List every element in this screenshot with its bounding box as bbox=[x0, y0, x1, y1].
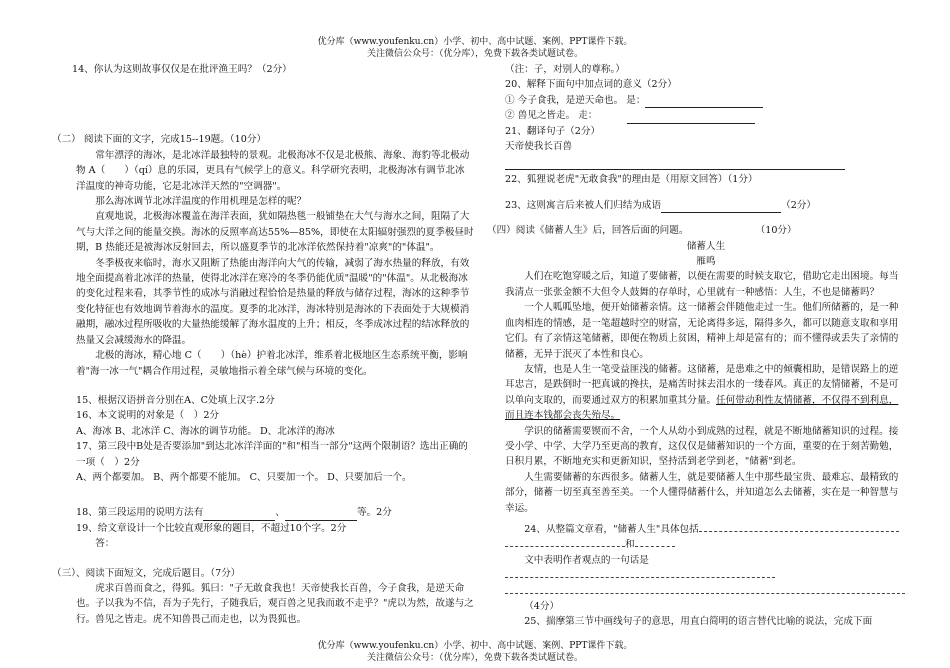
fable-text: 虎求百兽而食之，得狐。狐曰："子无敢食我也！天帝使我长百兽，今子食我，是逆天命也。子以我为不信，吾为子先行，子随我后，观百兽之见我而敢不走乎？"虎以为然，故遂与之行。兽见之皆走。虎不知兽畏己而走也，以为畏狐也。 bbox=[76, 582, 474, 625]
essay-paragraph-3 bbox=[505, 362, 907, 424]
left-column bbox=[52, 62, 474, 627]
answer-blank[interactable] bbox=[505, 593, 905, 594]
question-23-text: 23、这则寓言后来被人们归结为成语 bbox=[505, 199, 662, 211]
question-14: 14、你认为这则故事仅仅是在批评渔王吗？（2分） bbox=[72, 64, 292, 75]
essay-paragraph-4: 学识的储蓄需要锲而不舍，一个人从幼小到成熟的过程，就是不断地储蓄知识的过程。接受小学、中学、大学乃至更高的教育，这仅仅是储蓄知识的一个方面，重要的在于刻苦勤勉，日积月累，不断地充实和更新知识，坚持活到老学到老，"储蓄"到老。 bbox=[505, 425, 899, 468]
question-18-text: 18、第三段运用的说明方法有 bbox=[76, 507, 204, 519]
question-24-line-2-text: 文中表明作者观点的一句话是 bbox=[524, 554, 649, 566]
note: （注：子，对别人的尊称。） bbox=[505, 64, 625, 75]
question-18-separator: 、 bbox=[275, 507, 285, 519]
answer-blank[interactable] bbox=[699, 531, 899, 532]
question-24-line-2 bbox=[505, 553, 907, 584]
footer-line-1: 优分库（www.youfenku.cn）小学、初中、高中试题、案例、PPT课件下载。 bbox=[317, 641, 633, 651]
essay-title: 储蓄人生 bbox=[686, 240, 726, 252]
question-19-answer: 答： bbox=[95, 538, 115, 550]
essay-paragraph-3-text: 友情，也是人生一笔受益匪浅的储蓄。这储蓄，是患难之中的倾囊相助，是错误路上的逆耳忠言，是跌倒时一把真诚的搀扶，是痛苦时抹去泪水的一缕春风。真正的友情储蓄，不是可以单向支取的，而要通过双方的积累加重其分量。 bbox=[505, 363, 899, 406]
essay-author: 雁鸣 bbox=[696, 256, 716, 268]
essay-paragraph-1: 人们在吃饱穿暖之后，知道了要储蓄，以便在需要的时候支取它，借助它走出困境。每当我清点一张张金额不大但令人鼓舞的存单时，心里就有一种感悟：人生，不也是储蓄吗？ bbox=[505, 271, 899, 298]
question-23-score: （2分） bbox=[781, 199, 817, 211]
question-19: 19、给文章设计一个比较直观形象的题目，不超过10个字。2分 bbox=[76, 522, 347, 534]
footer-line-2: 关注微信公众号：（优分库），免费下载各类试题试卷。 bbox=[366, 653, 583, 663]
question-22: 22、狐狸说老虎"无敢食我"的理由是（用原文回答）（1分） bbox=[505, 174, 758, 186]
passage-paragraph-5: 北极的海冰，精心地 C（ ）（hè）护着北冰洋，维系着北极地区生态系统平衡，影响着"海一冰一气"耦合作用过程，灵敏地指示着全球气候与环境的变化。 bbox=[76, 350, 468, 377]
header-line-1: 优分库（www.youfenku.cn）小学、初中、高中试题、案例、PPT课件下载。 bbox=[317, 37, 633, 47]
section-2-title: （二） 阅读下面的文字，完成15--19题。（10分） bbox=[52, 134, 267, 146]
question-18 bbox=[76, 505, 474, 520]
question-24-and: 和 bbox=[625, 539, 635, 551]
header-line-2: 关注微信公众号：（优分库），免费下载各类试题试卷。 bbox=[366, 49, 583, 59]
answer-blank[interactable] bbox=[635, 546, 675, 547]
answer-blank[interactable] bbox=[661, 212, 781, 213]
question-24-line-3 bbox=[505, 584, 907, 599]
question-20-item-2 bbox=[505, 108, 907, 123]
question-17-options: A、两个都要加。 B、两个都要不能加。 C、只要加一个。 D、只要加后一个。 bbox=[76, 471, 412, 483]
question-17: 17、第三段中B处是否要添加"到达北冰洋洋面的"和"相当一部分"这两个限制语？选出正确的一项（ ）2分 bbox=[76, 441, 468, 468]
right-column bbox=[487, 62, 907, 630]
question-20-item-2-text: ② 兽见之皆走。 走： bbox=[505, 110, 598, 122]
question-20: 20、解释下面句中加点词的意义（2分） bbox=[505, 79, 677, 91]
question-18-end: 等。2分 bbox=[356, 507, 392, 519]
question-16-options: A、海冰 B、北冰洋 C、海冰的调节功能。 D、北冰洋的海冰 bbox=[76, 425, 335, 437]
question-20-item-1-text: ① 今子食我，是逆天命也。 是： bbox=[505, 94, 646, 106]
essay-paragraph-5: 人生需要储蓄的东西很多。储蓄人生，就是要储蓄人生中那些最宝贵、最难忘、最精致的部分，储蓄一切至真至善至美。一个人懂得储蓄什么，并知道怎么去储蓄，实在是一种智慧与幸运。 bbox=[505, 471, 899, 514]
answer-blank[interactable] bbox=[505, 577, 775, 578]
passage-paragraph-1: 常年漂浮的海冰，是北冰洋最独特的景观。北极海冰不仅是北极熊、海象、海豹等北极动物 A（ ）（qí）息的乐园，更具有气候学上的意义。科学研究表明，北极海冰有调节北冰洋温度的神奇功能，它是北冰洋天然的"空调器"。 bbox=[76, 149, 470, 192]
question-24-text: 24、从整篇文章看，"储蓄人生"具体包括 bbox=[524, 523, 699, 535]
question-25: 25、揣摩第三节中画线句子的意思，用直白简明的语言替代比喻的说法，完成下面 bbox=[524, 616, 873, 628]
underlined-sentence: 任何带动利性友情储蓄，不仅得不到利息，而且连本钱都会丧失殆尽。 bbox=[505, 394, 899, 422]
question-15: 15、根据汉语拼音分别在A、C处填上汉字.2分 bbox=[76, 394, 275, 406]
passage-paragraph-4: 冬季极夜来临时，海水又阻断了热能由海洋向大气的传输，减弱了海水热量的释放，有效地全面提高着北冰洋的热量，使得北冰洋在寒冷的冬季仍能优质"温暖"的"体温"。从北极海冰的变化过程来看，其季节性的成冰与消融过程恰恰是热量的释放与储存过程，海冰的这种季节变化特征也有效地调节着海水的温度。夏季的北冰洋，海冰特别是海冰的下表面处于大规模消融期，融冰过程所吸收的大量热能缓解了海水温度的上升；相反，冬季成冰过程的结冰释放的热量又会减缓海水的降温。 bbox=[76, 257, 470, 346]
question-23 bbox=[505, 198, 907, 213]
question-21: 21、翻译句子（2分） bbox=[505, 125, 601, 137]
section-4-title: （四）阅读《储蓄人生》后，回答后面的问题。 （10分） bbox=[487, 225, 797, 237]
question-21-sentence: 天帝使我长百兽 bbox=[505, 141, 573, 153]
answer-blank[interactable] bbox=[627, 123, 755, 124]
essay-paragraph-2: 一个人呱呱坠地，便开始储蓄亲情。这一储蓄会伴随他走过一生。他们所储蓄的，是一种血肉相连的情感，是一笔超越时空的财富，无论离得多远，隔得多久，都可以随意支取和享用它们。有了亲情这笔储蓄，即便在物质上贫困，精神上却是富有的；而不懂得或丢失了亲情的储蓄，无异于泯灭了本性和良心。 bbox=[505, 302, 899, 360]
section-3-title: （三）、阅读下面短文，完成后题目。（7分） bbox=[52, 567, 241, 579]
page-footer bbox=[0, 640, 950, 664]
question-24-cont bbox=[505, 537, 907, 552]
passage-paragraph-3: 直观地说，北极海冰覆盖在海洋表面，犹如隔热毯一般铺垫在大气与海水之间，阻隔了大气与大洋之间的能量交换。海冰的反照率高达55%—85%，即使在太阳辐射强烈的夏季极昼时期，B 热能还是被海冰反射回去，所以盛夏季节的北冰洋依然保持着"凉爽"的"体温"。 bbox=[76, 211, 474, 254]
question-24 bbox=[505, 522, 907, 537]
answer-blank[interactable] bbox=[505, 546, 625, 547]
question-16: 16、本文说明的对象是（ ）2分 bbox=[76, 410, 220, 422]
question-24-score: （4分） bbox=[524, 601, 560, 612]
question-20-item-1 bbox=[505, 93, 907, 108]
passage-paragraph-2: 那么海冰调节北冰洋温度的作用机理是怎样的呢？ bbox=[95, 196, 307, 208]
page-header bbox=[0, 36, 950, 60]
answer-line[interactable] bbox=[505, 156, 845, 170]
